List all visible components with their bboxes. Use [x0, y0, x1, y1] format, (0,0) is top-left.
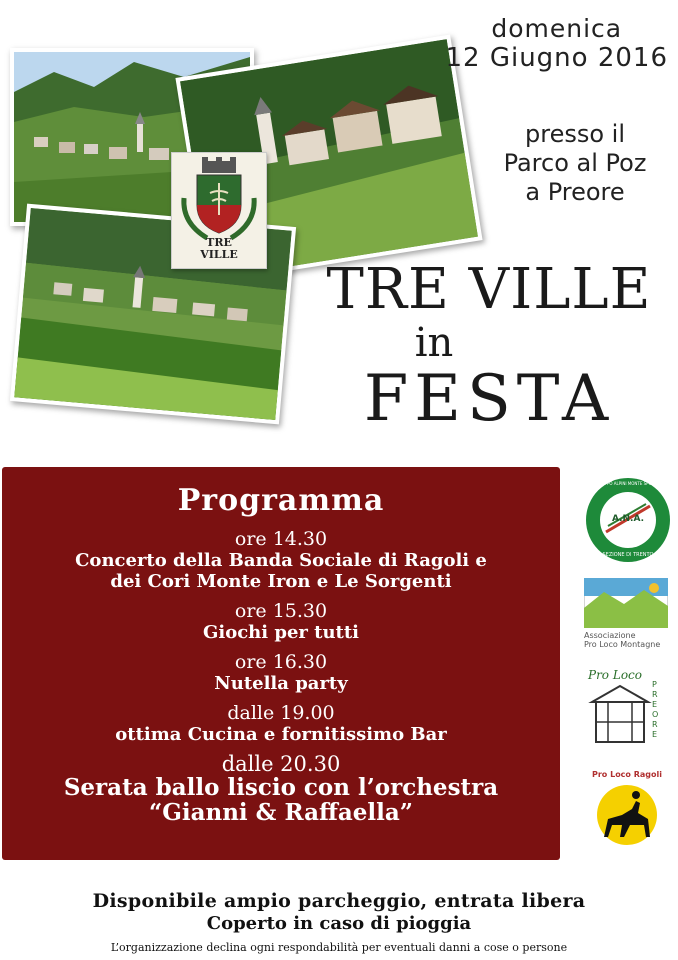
tre-ville-crest — [171, 152, 267, 269]
program-desc: ottima Cucina e fornitissimo Bar — [115, 724, 447, 745]
program-item — [2, 528, 560, 592]
alpini-logo — [584, 476, 672, 564]
location-line1: presso il — [525, 120, 625, 148]
program-time: ore 15.30 — [234, 600, 328, 622]
crest-label-line1: TRE — [206, 236, 232, 249]
program-item — [2, 702, 560, 745]
program-desc: Giochi per tutti — [202, 622, 360, 643]
title-line1: TRE VILLE — [326, 257, 652, 322]
pro-loco-preore-logo — [588, 668, 668, 754]
alpini-ring-top: GRUPPO ALPINI MONTE SPINALE — [595, 481, 661, 486]
footer — [0, 890, 678, 954]
pro-loco-ragoli-text: Pro Loco Ragoli — [592, 770, 662, 779]
event-day: domenica — [491, 14, 623, 43]
alpini-ring-bottom: SEZIONE DI TRENTO — [602, 552, 654, 558]
pro-loco-montagne-logo — [584, 578, 674, 656]
pro-loco-montagne-line2: Pro Loco Montagne — [584, 640, 661, 649]
footer-line2: Coperto in caso di pioggia — [206, 913, 472, 934]
program-item — [2, 651, 560, 694]
alpini-ana: A.N.A. — [611, 514, 645, 524]
pro-loco-preore-name: PREORE — [652, 680, 659, 739]
program-item — [2, 753, 560, 825]
program-desc-2: “Gianni & Raffaella” — [148, 799, 414, 826]
event-location — [480, 120, 670, 207]
pro-loco-preore-script: Pro Loco — [588, 668, 642, 682]
location-line2: Parco al Poz — [503, 149, 647, 177]
program-item — [2, 600, 560, 643]
footer-disclaimer: L’organizzazione declina ogni respondabilità per eventuali danni a cose o persone — [110, 941, 568, 954]
pro-loco-ragoli-logo — [582, 770, 672, 848]
location-line3: a Preore — [525, 178, 625, 206]
event-title — [300, 257, 678, 436]
program-time: dalle 20.30 — [221, 752, 341, 776]
horse-rider-icon — [582, 779, 672, 845]
program-heading: Programma — [177, 483, 385, 518]
program-desc: Nutella party — [214, 673, 348, 694]
program-desc-2: dei Cori Monte Iron e Le Sorgenti — [110, 571, 452, 592]
crest-label-line2: VILLE — [200, 248, 238, 261]
program-box — [2, 467, 560, 860]
title-line3: FESTA — [363, 362, 615, 436]
program-time: ore 14.30 — [234, 528, 328, 550]
pro-loco-montagne-line1: Associazione — [584, 631, 636, 640]
preore-building-icon — [588, 682, 652, 744]
program-desc: Concerto della Banda Sociale di Ragoli e — [75, 550, 487, 571]
program-time: ore 16.30 — [234, 651, 328, 673]
event-date: 12 Giugno 2016 — [445, 43, 668, 73]
footer-line1: Disponibile ampio parcheggio, entrata libera — [92, 890, 586, 912]
program-time: dalle 19.00 — [227, 702, 335, 724]
title-line2: in — [414, 320, 454, 366]
event-date-block — [445, 14, 668, 73]
program-desc: Serata ballo liscio con l’orchestra — [63, 774, 499, 801]
